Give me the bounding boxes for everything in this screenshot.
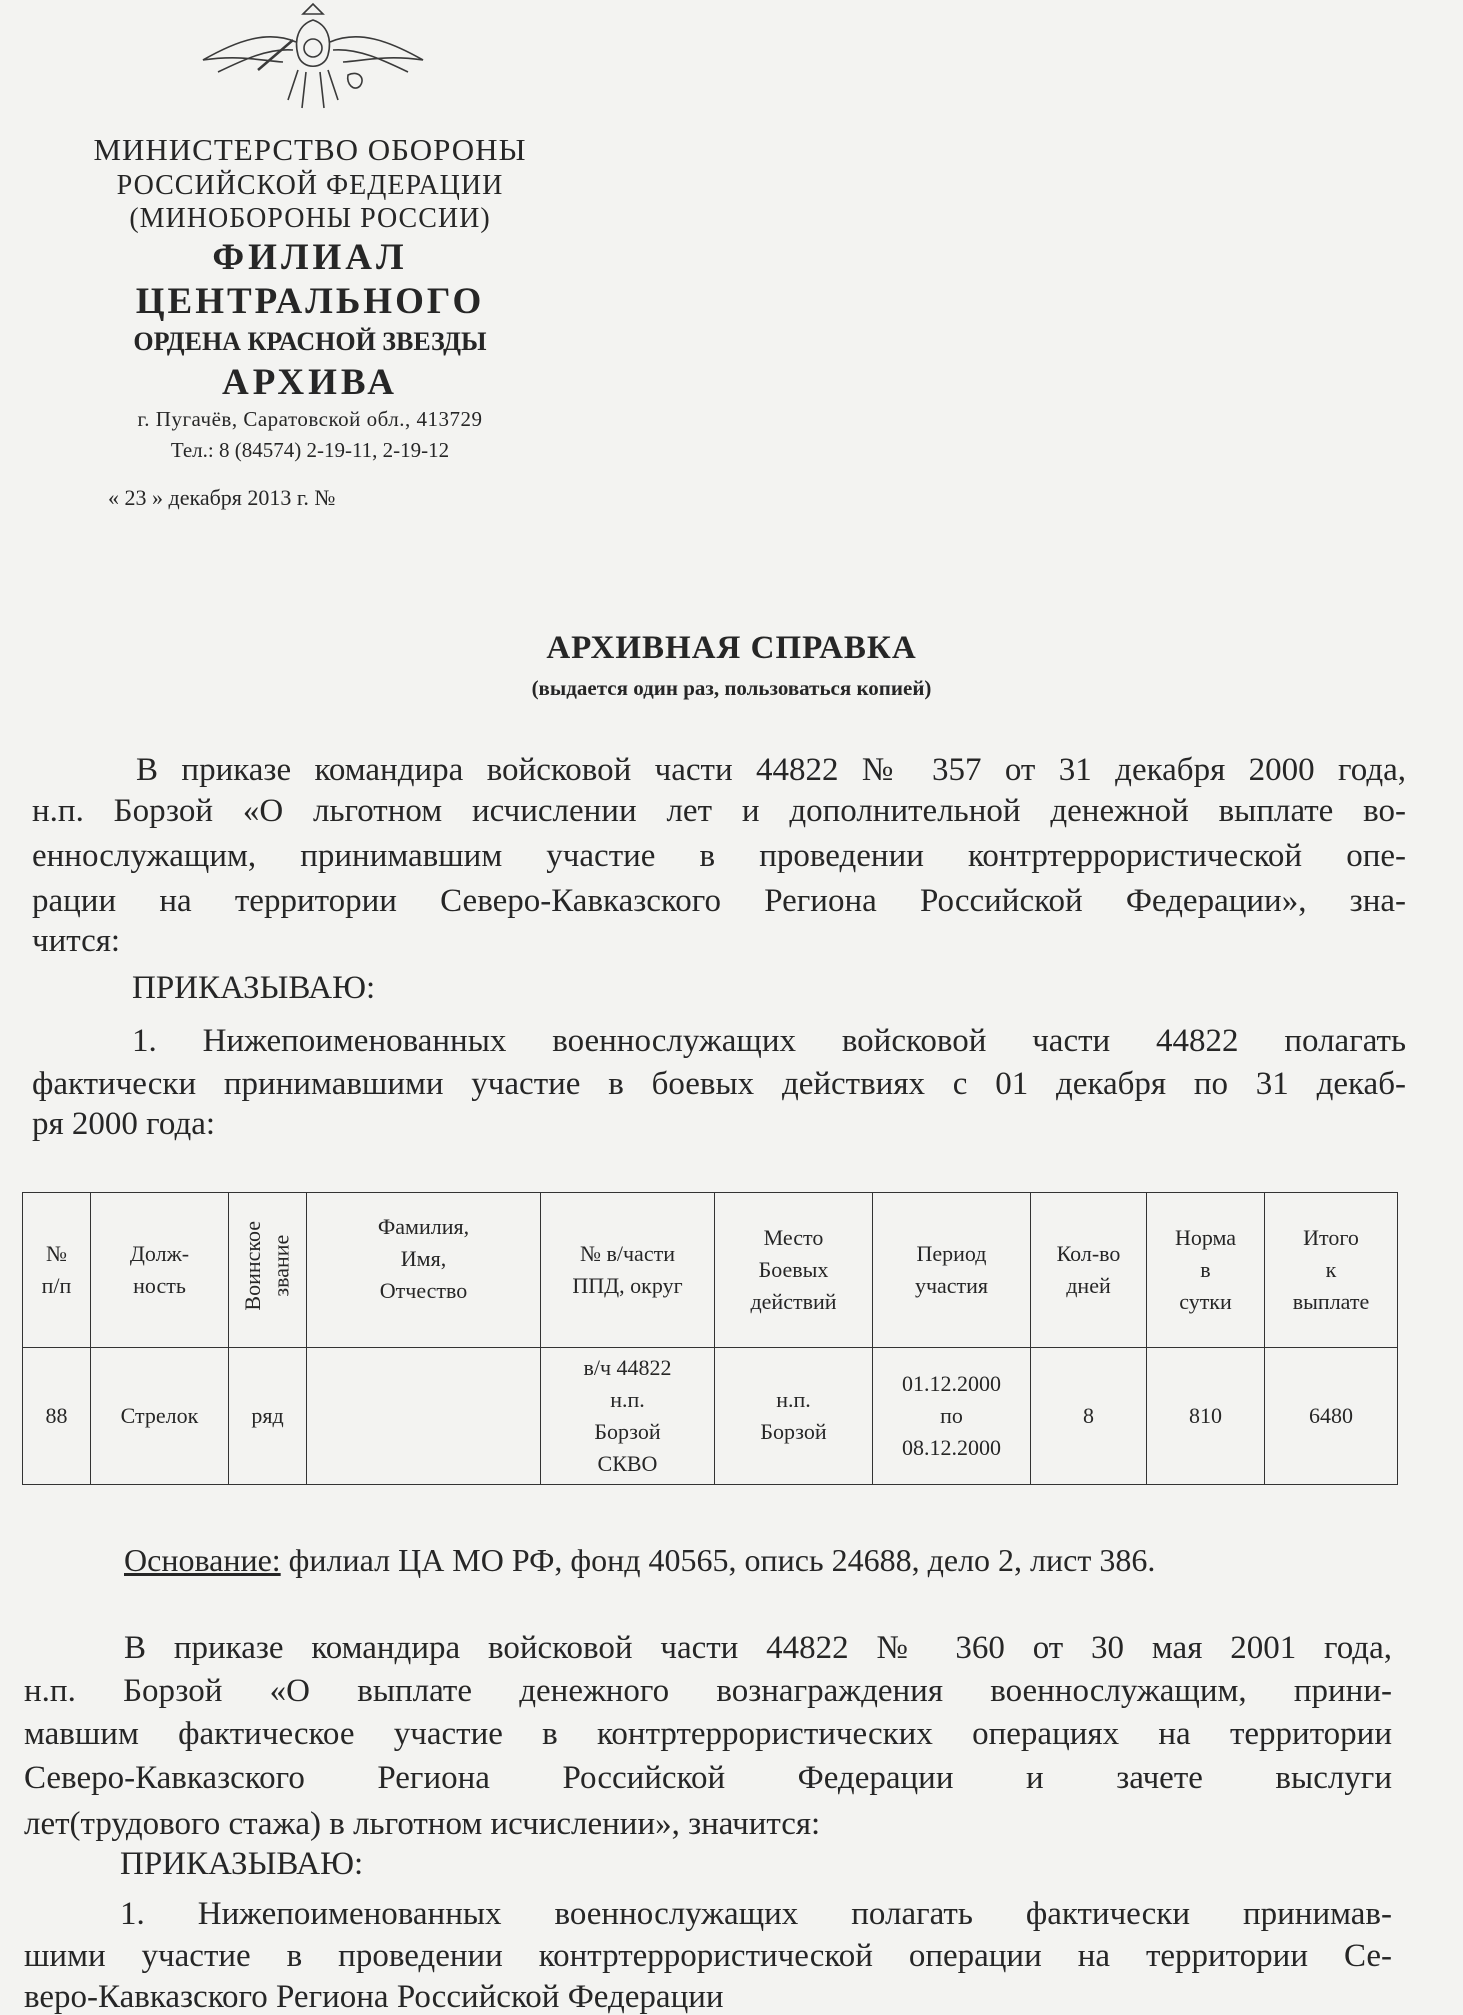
document-title: АРХИВНАЯ СПРАВКА xyxy=(546,630,917,666)
header-total: Итого к выплате xyxy=(1265,1193,1398,1348)
para1-line: н.п. Борзой «О льготном исчислении лет и дополнительной денежной выплате во- xyxy=(32,793,1406,829)
header-num: № п/п xyxy=(23,1193,91,1348)
ministry-line-2: РОССИЙСКОЙ ФЕДЕРАЦИИ xyxy=(116,170,504,201)
para1-line: рации на территории Северо-Кавказского Региона Российской Федерации», зна- xyxy=(32,883,1406,919)
document-subtitle: (выдается один раз, пользоваться копией) xyxy=(531,676,932,700)
basis-text: филиал ЦА МО РФ, фонд 40565, опись 24688, дело 2, лист 386. xyxy=(280,1542,1156,1578)
basis-line xyxy=(124,1542,1155,1579)
para1-line: чится: xyxy=(32,923,121,959)
header-unit: № в/части ППД, округ xyxy=(541,1193,715,1348)
order-word-2: ПРИКАЗЫВАЮ: xyxy=(120,1846,364,1882)
branch-line-2: ЦЕНТРАЛЬНОГО xyxy=(135,281,485,322)
item2-line: веро-Кавказского Региона Российской Федерации xyxy=(24,1979,724,2015)
combat-participation-table xyxy=(22,1192,1398,1485)
address: г. Пугачёв, Саратовской обл., 413729 xyxy=(137,407,483,431)
para2-line: Северо-Кавказского Региона Российской Федерации и зачете выслуги xyxy=(24,1760,1392,1796)
para2-line: н.п. Борзой «О выплате денежного вознаграждения военнослужащим, прини- xyxy=(24,1673,1392,1709)
branch-line-4: АРХИВА xyxy=(222,362,398,403)
item2-line: 1. Нижепоименованных военнослужащих полагать фактически принимав- xyxy=(120,1896,1392,1932)
order-word: ПРИКАЗЫВАЮ: xyxy=(132,970,376,1006)
cell-total: 6480 xyxy=(1265,1348,1398,1485)
branch-line-3: ОРДЕНА КРАСНОЙ ЗВЕЗДЫ xyxy=(133,327,487,356)
cell-place: н.п. Борзой xyxy=(715,1348,873,1485)
ministry-line-1: МИНИСТЕРСТВО ОБОРОНЫ xyxy=(93,132,527,167)
header-rate: Норма в сутки xyxy=(1147,1193,1265,1348)
para1-line: еннослужащим, принимавшим участие в проведении контртеррористической опе- xyxy=(32,838,1406,874)
cell-name xyxy=(307,1348,541,1485)
cell-num: 88 xyxy=(23,1348,91,1485)
para2-line: В приказе командира войсковой части 44822 № 360 от 30 мая 2001 года, xyxy=(124,1630,1392,1666)
item1-line: фактически принимавшими участие в боевых действиях с 01 декабря по 31 декаб- xyxy=(32,1066,1406,1102)
cell-days: 8 xyxy=(1031,1348,1147,1485)
header-place: Место Боевых действий xyxy=(715,1193,873,1348)
para1-line: В приказе командира войсковой части 44822 № 357 от 31 декабря 2000 года, xyxy=(136,752,1406,788)
cell-unit: в/ч 44822 н.п. Борзой СКВО xyxy=(541,1348,715,1485)
cell-position: Стрелок xyxy=(91,1348,229,1485)
header-days: Кол-во дней xyxy=(1031,1193,1147,1348)
item1-line: ря 2000 года: xyxy=(32,1106,216,1142)
table-row xyxy=(23,1348,1398,1485)
table-header-row xyxy=(23,1193,1398,1348)
header-position: Долж- ность xyxy=(91,1193,229,1348)
cell-rate: 810 xyxy=(1147,1348,1265,1485)
item1-line: 1. Нижепоименованных военнослужащих войсковой части 44822 полагать xyxy=(132,1023,1406,1059)
para2-line: мавшим фактическое участие в контртеррористических операциях на территории xyxy=(24,1716,1392,1752)
cell-period: 01.12.2000 по 08.12.2000 xyxy=(873,1348,1031,1485)
header-period: Период участия xyxy=(873,1193,1031,1348)
document-date: « 23 » декабря 2013 г. № xyxy=(108,485,336,510)
ministry-line-3: (МИНОБОРОНЫ РОССИИ) xyxy=(129,203,491,234)
basis-label: Основание: xyxy=(124,1542,281,1578)
phone: Тел.: 8 (84574) 2-19-11, 2-19-12 xyxy=(170,438,450,462)
cell-rank: ряд xyxy=(229,1348,307,1485)
para2-line: лет(трудового стажа) в льготном исчислении», значится: xyxy=(24,1806,821,1842)
item2-line: шими участие в проведении контртеррористической операции на территории Се- xyxy=(24,1938,1392,1974)
eagle-emblem-icon xyxy=(198,0,428,112)
header-name: Фамилия, Имя, Отчество xyxy=(307,1193,541,1348)
header-rank: Воинское звание xyxy=(229,1193,307,1348)
branch-line-1: ФИЛИАЛ xyxy=(212,237,408,278)
